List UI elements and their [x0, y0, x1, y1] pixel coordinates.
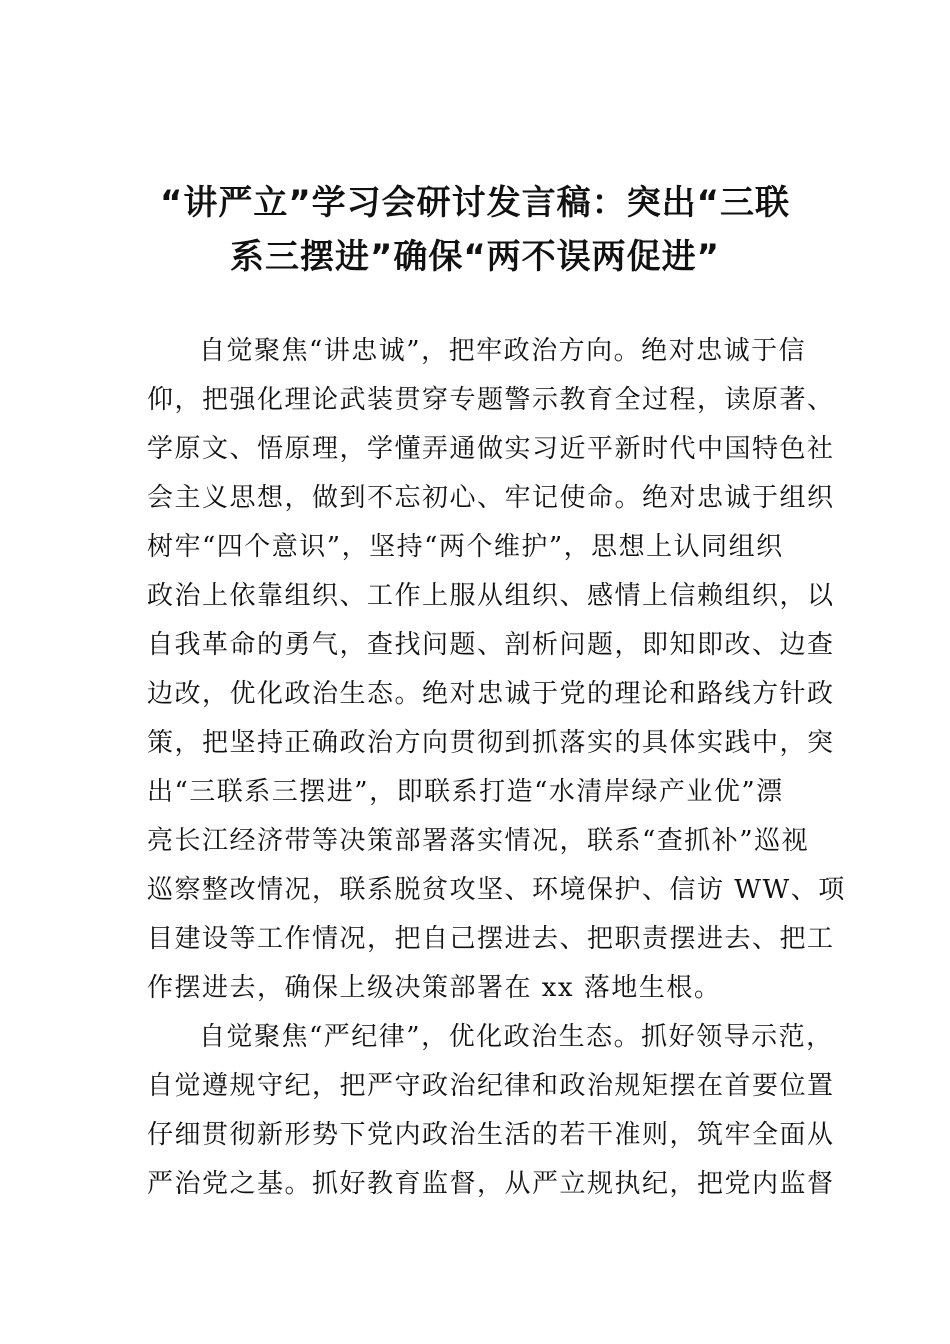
- paragraph-line: 作摆进去，确保上级决策部署在 xx 落地生根。: [147, 973, 722, 1003]
- title-line-1: “讲严立”学习会研讨发言稿：突出“三联: [159, 183, 791, 223]
- paragraph-2: [147, 1013, 837, 1209]
- paragraph-line: 严治党之基。抓好教育监督，从严立规执纪，把党内监督: [147, 1169, 835, 1199]
- paragraph-line: 出“三联系三摆进”，即联系打造“水清岸绿产业优”漂: [147, 777, 784, 807]
- paragraph-line: 自我革命的勇气，查找问题、剖析问题，即知即改、边查: [147, 630, 835, 660]
- paragraph-line: 树牢“四个意识”，坚持“两个维护”，思想上认同组织: [147, 532, 784, 562]
- document-title: [100, 176, 850, 284]
- paragraph-line: 仔细贯彻新形势下党内政治生活的若干准则，筑牢全面从: [147, 1120, 835, 1150]
- paragraph-line: 自觉遵规守纪，把严守政治纪律和政治规矩摆在首要位置: [147, 1071, 835, 1101]
- paragraph-line: 政治上依靠组织、工作上服从组织、感情上信赖组织，以: [147, 581, 835, 611]
- paragraph-line: 亮长江经济带等决策部署落实情况，联系“查抓补”巡视: [147, 826, 810, 856]
- paragraph-line: 会主义思想，做到不忘初心、牢记使命。绝对忠诚于组织: [147, 483, 835, 513]
- paragraph-line: 学原文、悟原理，学懂弄通做实习近平新时代中国特色社: [147, 434, 835, 464]
- paragraph-line: 巡察整改情况，联系脱贫攻坚、环境保护、信访 WW、项: [147, 875, 846, 905]
- title-line-2: 系三摆进”确保“两不误两促进”: [229, 237, 721, 277]
- paragraph-line: 仰，把强化理论武装贯穿专题警示教育全过程，读原著、: [147, 385, 835, 415]
- paragraph-line: 策，把坚持正确政治方向贯彻到抓落实的具体实践中，突: [147, 728, 835, 758]
- paragraph-line: 自觉聚焦“严纪律”，优化政治生态。抓好领导示范，: [199, 1022, 834, 1052]
- paragraph-line: 自觉聚焦“讲忠诚”，把牢政治方向。绝对忠诚于信: [199, 336, 807, 366]
- paragraph-1: [147, 327, 846, 1013]
- paragraph-line: 边改，优化政治生态。绝对忠诚于党的理论和路线方针政: [147, 679, 835, 709]
- paragraph-line: 目建设等工作情况，把自己摆进去、把职责摆进去、把工: [147, 924, 835, 954]
- document-body: [147, 327, 846, 1209]
